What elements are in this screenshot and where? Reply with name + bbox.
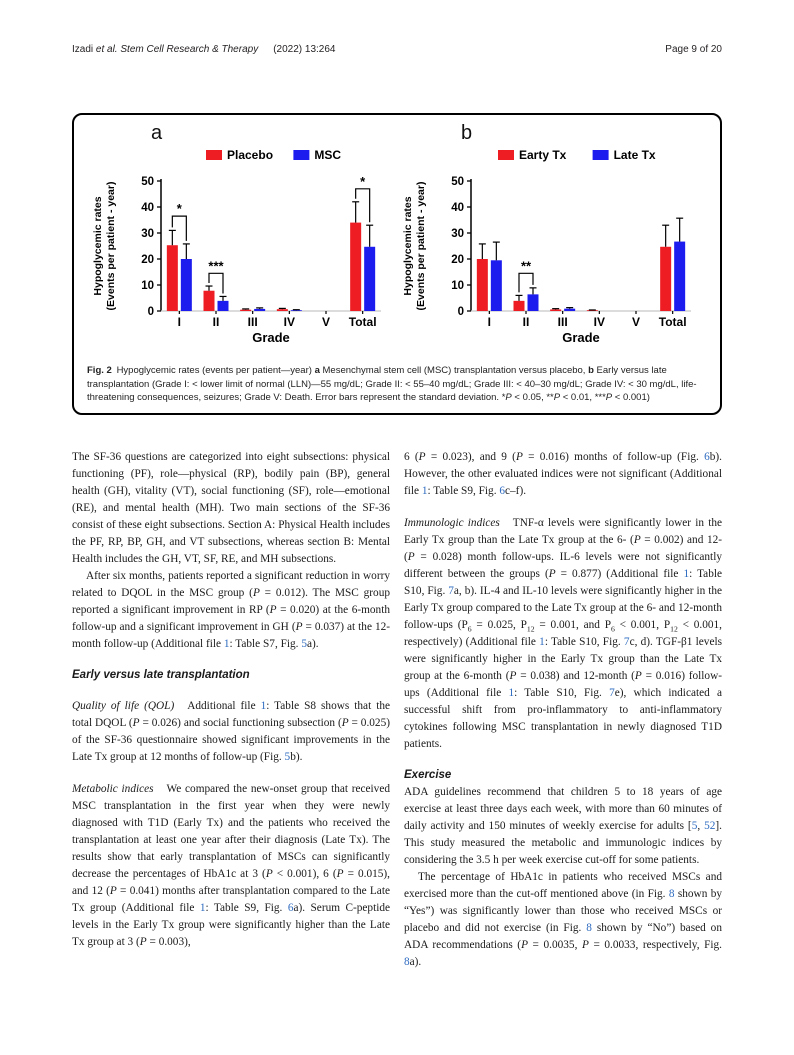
- svg-text:Hypoglycemic rates: Hypoglycemic rates: [402, 196, 414, 296]
- run-in-heading: Immunologic indices: [404, 516, 500, 529]
- svg-text:10: 10: [451, 280, 464, 292]
- svg-text:Total: Total: [658, 315, 687, 329]
- citation-link[interactable]: 1: [683, 567, 690, 580]
- svg-text:20: 20: [141, 254, 154, 266]
- citation-link[interactable]: 7: [623, 635, 630, 648]
- svg-text:0: 0: [147, 306, 154, 318]
- citation-link[interactable]: 8: [404, 955, 410, 968]
- svg-text:Grade: Grade: [252, 330, 290, 345]
- paragraph: 6 (P = 0.023), and 9 (P = 0.016) months of follow-up (Fig. 6b). However, the other evaluated indices were not significant (Additional file 1: Table S9, Fig. 6c–f).: [404, 450, 722, 497]
- citation-link[interactable]: 8: [586, 921, 592, 934]
- left-column: [72, 449, 390, 971]
- svg-text:Placebo: Placebo: [227, 148, 274, 162]
- svg-text:30: 30: [141, 228, 154, 240]
- citation-link[interactable]: 1: [223, 637, 230, 650]
- citation-link[interactable]: 6: [287, 901, 294, 914]
- chart-panel-b: [397, 121, 707, 359]
- svg-text:(Events per patient - year): (Events per patient - year): [105, 181, 117, 311]
- citation-link[interactable]: 6: [499, 484, 506, 497]
- svg-text:*: *: [360, 173, 366, 189]
- paragraph: The SF-36 questions are categorized into eight subsections: physical functioning (PF), role—physical (RP), bodily pain (BP), general health (GH), vitality (VT), social functioning (SF), role—emotional (RE), and mental health (MH). Two main sections of the SF-36 consist of these eight subsections. Section A: Physical Health includes the PF, RP, BP, GH, and VT subsections, whereas section B: Mental Health includes the GH, VT, SF, RE, and MH subsections.: [72, 450, 390, 565]
- run-in-heading: Quality of life (QOL): [72, 699, 175, 712]
- svg-text:Hypoglycemic rates: Hypoglycemic rates: [92, 196, 104, 296]
- paragraph: Immunologic indices TNF-α levels were significantly lower in the Early Tx group than the Late Tx group at the 6- (P = 0.002) and 12- (P = 0.028) month follow-ups. IL-6 levels were not significantly different between the groups (P = 0.877) (Additional file 1: Table S10, Fig. 7a, b). IL-4 and IL-10 levels were significantly higher in the Early Tx group compared to the Late Tx group at the 6- and 12-month follow-ups ($P_6 = 0.025$, $P_{12} = 0.001$, and $P_6 < 0.001$, $P_{12} < 0.001$, respectively) (Additional file 1: Table S10, Fig. 7c, d). TGF-β1 levels were significantly higher in the Early Tx group than the Late Tx group at the 6-month (P = 0.038) and 12-month (P = 0.016) follow-ups (Additional file 1: Table S10, Fig. 7e), which indicated a successful shift from pro-inflammatory to anti-inflammatory cytokines following MSC transplantation in newly diagnosed T1D patients.: [404, 516, 723, 750]
- citation-link[interactable]: 52: [704, 819, 716, 832]
- citation-link[interactable]: 5: [301, 637, 307, 650]
- svg-text:V: V: [321, 315, 331, 329]
- svg-text:50: 50: [141, 176, 154, 188]
- svg-text:MSC: MSC: [314, 148, 342, 162]
- panel-label-a: a: [151, 122, 163, 144]
- citation-link[interactable]: 7: [448, 584, 454, 597]
- svg-text:40: 40: [451, 202, 464, 214]
- svg-text:***: ***: [208, 258, 224, 274]
- svg-text:III: III: [557, 315, 568, 329]
- article-body: [72, 449, 722, 971]
- figure-2: [72, 113, 722, 415]
- svg-text:20: 20: [451, 254, 464, 266]
- svg-text:10: 10: [141, 280, 154, 292]
- citation-link[interactable]: 7: [609, 686, 615, 699]
- citation-link[interactable]: 1: [508, 686, 515, 699]
- citation-link[interactable]: 6: [704, 450, 710, 463]
- svg-text:(Events per patient - year): (Events per patient - year): [415, 181, 427, 311]
- chart-panel-a: [87, 121, 397, 359]
- svg-text:Grade: Grade: [562, 330, 600, 345]
- svg-text:I: I: [177, 315, 182, 329]
- svg-text:Late Tx: Late Tx: [613, 148, 656, 162]
- citation-link[interactable]: 1: [539, 635, 545, 648]
- hypoglycemic-rates-bar-chart-b: [397, 143, 699, 359]
- page-number: Page 9 of 20: [665, 44, 722, 55]
- figure-charts-row: [87, 121, 707, 359]
- svg-text:50: 50: [451, 176, 464, 188]
- citation-link[interactable]: 1: [260, 699, 267, 712]
- svg-text:40: 40: [141, 202, 154, 214]
- citation-link[interactable]: 1: [199, 901, 206, 914]
- paragraph: ADA guidelines recommend that children 5 to 18 years of age exercise at least three days each week, with more than 60 minutes of daily activity and 150 minutes of weekly exercise for adults [5, 52]. This study measured the metabolic and immunologic indices by considering the 3.5 h per week exercise cut-off for some patients.: [404, 785, 722, 866]
- citation-link[interactable]: 8: [668, 887, 675, 900]
- paragraph: Quality of life (QOL) Additional file 1: Table S8 shows that the total DQOL (P = 0.026) and social functioning subsection (P = 0.025) of the SF-36 questionnaire showed significant improvements in the Late Tx group at 12 months of follow-up (Fig. 5b).: [72, 699, 391, 763]
- citation-link[interactable]: 1: [421, 484, 428, 497]
- svg-text:0: 0: [457, 306, 464, 318]
- svg-text:30: 30: [451, 228, 464, 240]
- svg-text:II: II: [212, 315, 220, 329]
- citation-link[interactable]: 5: [691, 819, 698, 832]
- paragraph: After six months, patients reported a significant reduction in worry related to DQOL in the MSC group (P = 0.012). The MSC group reported a significant improvement in RP (P = 0.020) at the 6-month follow-up and a significant improvement in GH (P = 0.037) at the 12-month follow-up (Additional file 1: Table S7, Fig. 5a).: [72, 569, 391, 650]
- svg-text:Total: Total: [348, 315, 377, 329]
- citation-link[interactable]: 5: [284, 750, 291, 763]
- svg-text:II: II: [522, 315, 530, 329]
- paragraph: The percentage of HbA1c in patients who received MSCs and exercised more than the cut-off mentioned above (in Fig. 8 shown by “Yes”) was significantly lower than those who received MSCs or placebo and did not exercise (in Fig. 8 shown by “No”) based on ADA recommendations (P = 0.0035, P = 0.0033, respectively, Fig. 8a).: [404, 870, 722, 968]
- figure-caption: Fig. 2 Hypoglycemic rates (events per patient—year) a Mesenchymal stem cell (MSC) transplantation versus placebo, b Early versus late transplantation (Grade I: < lower limit of normal (LLN)—55 mg/dL; Grade II: < 55–40 mg/dL; Grade III: < 40–30 mg/dL; Grade IV: < 30 mg/dL, life-threatening consequences, seizures; Grade V: Death. Error bars represent the standard deviation. *P < 0.05, **P < 0.01, ***P < 0.001): [87, 365, 697, 403]
- right-column: [404, 449, 722, 971]
- svg-text:*: *: [176, 201, 182, 217]
- svg-text:**: **: [520, 258, 532, 274]
- hypoglycemic-rates-bar-chart-a: [87, 143, 389, 359]
- running-header: [72, 44, 722, 55]
- run-in-heading: Metabolic indices: [72, 782, 154, 795]
- panel-label-b: b: [461, 122, 473, 144]
- svg-text:I: I: [487, 315, 492, 329]
- section-heading: Exercise: [404, 768, 452, 781]
- svg-text:Earty Tx: Earty Tx: [519, 148, 567, 162]
- svg-text:V: V: [631, 315, 641, 329]
- svg-text:III: III: [247, 315, 258, 329]
- svg-text:IV: IV: [283, 315, 296, 329]
- paragraph: Metabolic indices We compared the new-onset group that received MSC transplantation in the first year when they were newly diagnosed with T1D (Early Tx) and the patients who received the transplantation at least one year after their diagnosis (Late Tx). The results show that early transplantation of MSCs can significantly decrease the percentages of HbA1c at 3 (P < 0.001), 6 (P = 0.015), and 12 (P = 0.041) months after transplantation compared to the Late Tx group (Additional file 1: Table S9, Fig. 6a). Serum C-peptide levels in the Early Tx group were significantly higher than the Late Tx group at 3 (P = 0.003),: [72, 782, 391, 948]
- running-head-citation: Izadi et al. Stem Cell Research & Therapy (2022) 13:264: [72, 44, 336, 55]
- svg-text:IV: IV: [593, 315, 606, 329]
- section-heading: Early versus late transplantation: [72, 668, 250, 681]
